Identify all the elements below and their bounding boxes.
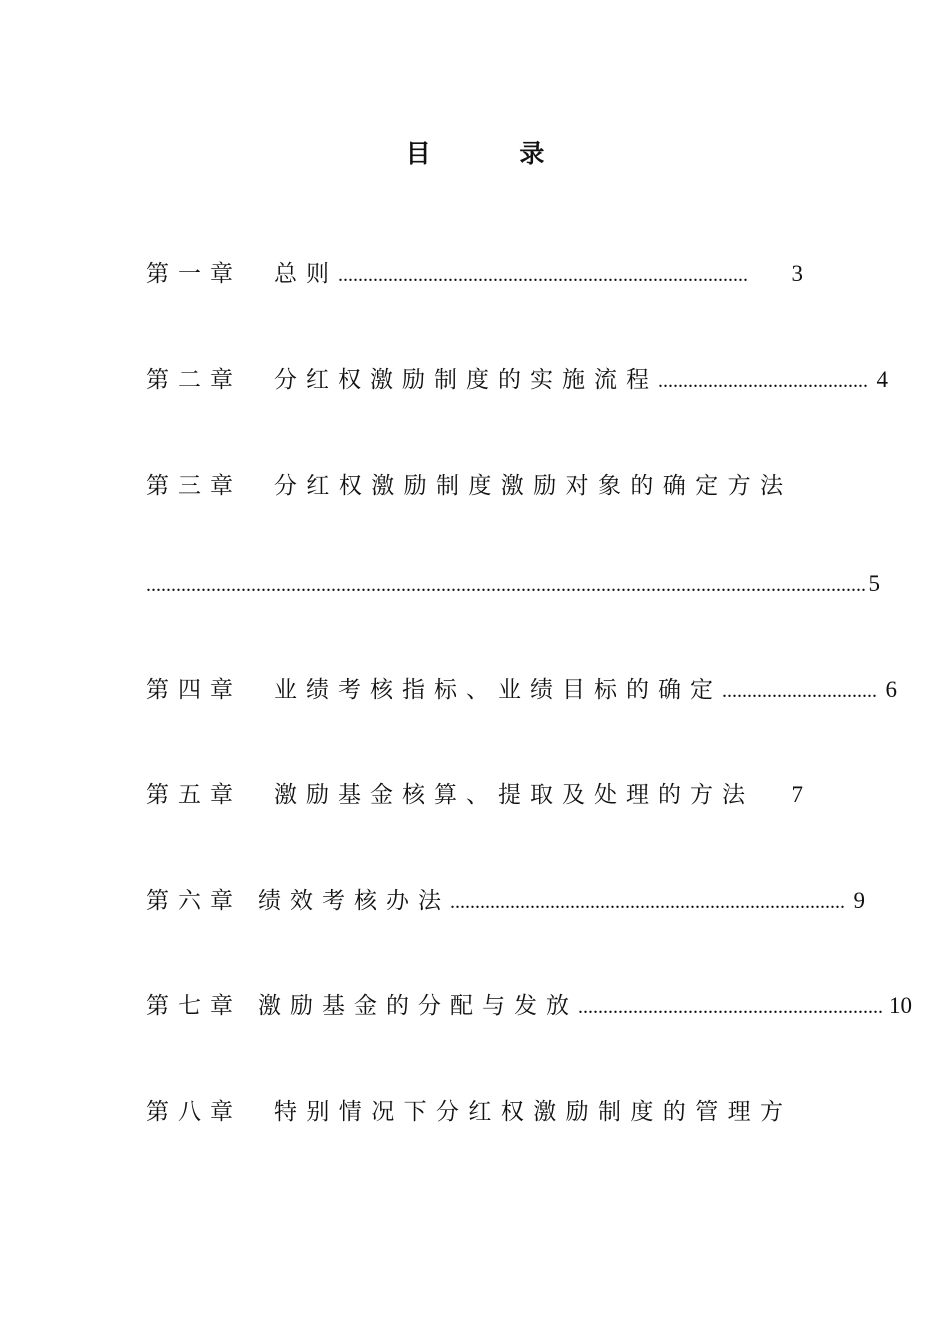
entry-title: 业绩考核指标、业绩目标的确定	[274, 677, 722, 703]
page-number: 4	[876, 367, 888, 392]
page-number: 3	[791, 261, 803, 286]
page-number: 7	[791, 782, 803, 807]
dot-leader: ...............................................................................	[450, 891, 845, 913]
entry-title: 分红权激励制度的实施流程	[274, 367, 658, 393]
chapter-number: 第六章	[146, 888, 242, 914]
toc-entry-chapter-6[interactable]	[146, 883, 865, 919]
entry-title: 激励基金的分配与发放	[258, 993, 578, 1019]
toc-entry-chapter-4[interactable]	[146, 672, 897, 708]
chapter-number: 第二章	[146, 367, 242, 393]
toc-entry-chapter-3[interactable]	[146, 468, 803, 504]
chapter-number: 第七章	[146, 993, 242, 1019]
dot-leader: .............................................................	[578, 996, 883, 1018]
dot-leader: ..........................................	[658, 370, 868, 392]
chapter-number: 第四章	[146, 677, 242, 703]
chapter-number: 第一章	[146, 261, 242, 287]
chapter-number: 第三章	[146, 473, 242, 499]
page-number: 5	[868, 571, 880, 596]
toc-entry-chapter-2[interactable]	[146, 362, 888, 398]
entry-title: 激励基金核算、提取及处理的方法	[274, 782, 754, 808]
dot-leader: ..................................................................................	[338, 264, 748, 286]
entry-title: 总则	[274, 261, 338, 287]
chapter-number: 第八章	[146, 1099, 242, 1125]
entry-title: 分红权激励制度激励对象的确定方法	[274, 473, 793, 499]
page-number: 9	[853, 888, 865, 913]
toc-entry-chapter-7[interactable]	[146, 988, 912, 1024]
toc-entry-chapter-3-continuation[interactable]	[146, 566, 880, 602]
toc-title: 目 录	[405, 139, 585, 168]
page-number: 6	[885, 677, 897, 702]
toc-entry-chapter-8[interactable]	[146, 1094, 803, 1130]
chapter-number: 第五章	[146, 782, 242, 808]
page-number: 10	[889, 993, 912, 1018]
entry-title: 特别情况下分红权激励制度的管理方	[274, 1099, 793, 1125]
toc-entry-chapter-1[interactable]	[146, 256, 803, 292]
dot-leader: ...............................	[722, 680, 877, 702]
dot-leader: ................................................................................................................................................	[146, 574, 866, 596]
entry-title: 绩效考核办法	[258, 888, 450, 914]
toc-entry-chapter-5[interactable]	[146, 777, 803, 813]
